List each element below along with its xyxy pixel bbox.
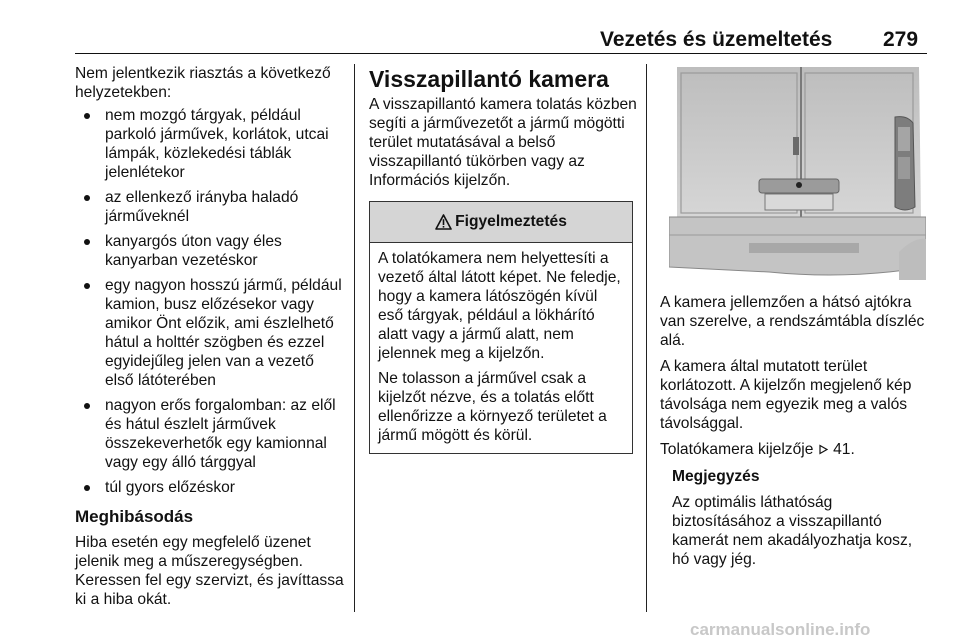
warning-header (370, 202, 632, 243)
camera-area-text: A kamera által mutatott terület korlátozott. A kijelzőn megjelenő kép távolsága nem egyezik meg a valós távolsággal. (660, 358, 912, 432)
header-rule (75, 53, 927, 54)
bullet-list (75, 106, 345, 497)
list-item-text: nem mozgó tárgyak, például parkoló járművek, korlátok, utcai lámpák, közlekedési táblák jelenlétekor (105, 107, 329, 181)
list-item (75, 276, 345, 390)
list-item-text: egy nagyon hosszú jármű, például kamion, busz előzésekor vagy amikor Önt előzik, ami észlelhető hátul a holttér szögben és ezzel egyidejűleg jelen van a vezető első látóterében (105, 277, 342, 389)
list-item (75, 478, 345, 497)
list-item (75, 106, 345, 182)
page-reference-arrow-icon (818, 444, 829, 455)
list-item-text: kanyargós úton vagy éles kanyarban vezetéskor (105, 233, 282, 269)
malfunction-text: Hiba esetén egy megfelelő üzenet jelenik meg a műszeregységben. Keressen fel egy szervizt, és javíttassa ki a hiba okát. (75, 534, 344, 608)
column-divider (646, 64, 647, 612)
list-item-text: túl gyors előzéskor (105, 479, 236, 496)
intro-text: Nem jelentkezik riasztás a következő helyzetekben: (75, 65, 331, 101)
watermark-text: carmanualsonline.info (690, 620, 871, 639)
note-text: Az optimális láthatóság biztosításához a visszapillantó kamerát nem akadályozhatja kosz, hó vagy jég. (672, 494, 913, 568)
rear-camera-intro: A visszapillantó kamera tolatás közben segíti a járművezetőt a jármű mögötti terület mutatásával a belső visszapillantó tükörben vagy az Információs kijelzőn. (369, 96, 637, 189)
note-box (660, 467, 930, 569)
section-title-malfunction: Meghibásodás (75, 507, 194, 526)
column-divider (354, 64, 355, 612)
bullet-icon (84, 195, 90, 201)
list-item (75, 232, 345, 270)
camera-location-text: A kamera jellemzően a hátsó ajtókra van szerelve, a rendszámtábla díszléc alá. (660, 294, 925, 349)
column-middle (369, 64, 637, 454)
warning-title: Figyelmeztetés (455, 213, 567, 230)
note-title: Megjegyzés (672, 468, 760, 485)
section-title-rear-camera: Visszapillantó kamera (369, 66, 609, 92)
column-right (660, 293, 930, 576)
column-left (75, 64, 345, 609)
list-item-text: az ellenkező irányba haladó járműveknél (105, 189, 299, 225)
list-item (75, 188, 345, 226)
list-item (75, 396, 345, 472)
page-header-title: Vezetés és üzemeltetés (600, 28, 833, 51)
bullet-icon (84, 485, 90, 491)
camera-display-reference (660, 440, 930, 459)
page-number: 279 (883, 28, 919, 51)
list-item-text: nagyon erős forgalomban: az elől és hátul észlelt járművek összekeverhetők egy kamionnal vagy egy álló tárggyal (105, 397, 336, 471)
reference-text: Tolatókamera kijelzője (660, 441, 814, 458)
van-rear-doors-camera-illustration (669, 67, 926, 280)
warning-box (369, 201, 633, 454)
warning-body (370, 243, 632, 453)
bullet-icon (84, 239, 90, 245)
bullet-icon (84, 283, 90, 289)
warning-triangle-icon (435, 214, 452, 230)
bullet-icon (84, 403, 90, 409)
warning-paragraph: Ne tolasson a járművel csak a kijelzőt nézve, és a tolatás előtt ellenőrizze a környező területet a jármű mögött és körül. (378, 370, 607, 444)
page-reference-link[interactable]: 41. (833, 441, 855, 458)
warning-paragraph: A tolatókamera nem helyettesíti a vezető által látott képet. Ne feledje, hogy a kamera látószögén kívül eső tárgyak, például a lökhárító alatt vagy a jármű alatt, nem jelennek meg a kijelzőn. (378, 250, 621, 362)
bullet-icon (84, 113, 90, 119)
